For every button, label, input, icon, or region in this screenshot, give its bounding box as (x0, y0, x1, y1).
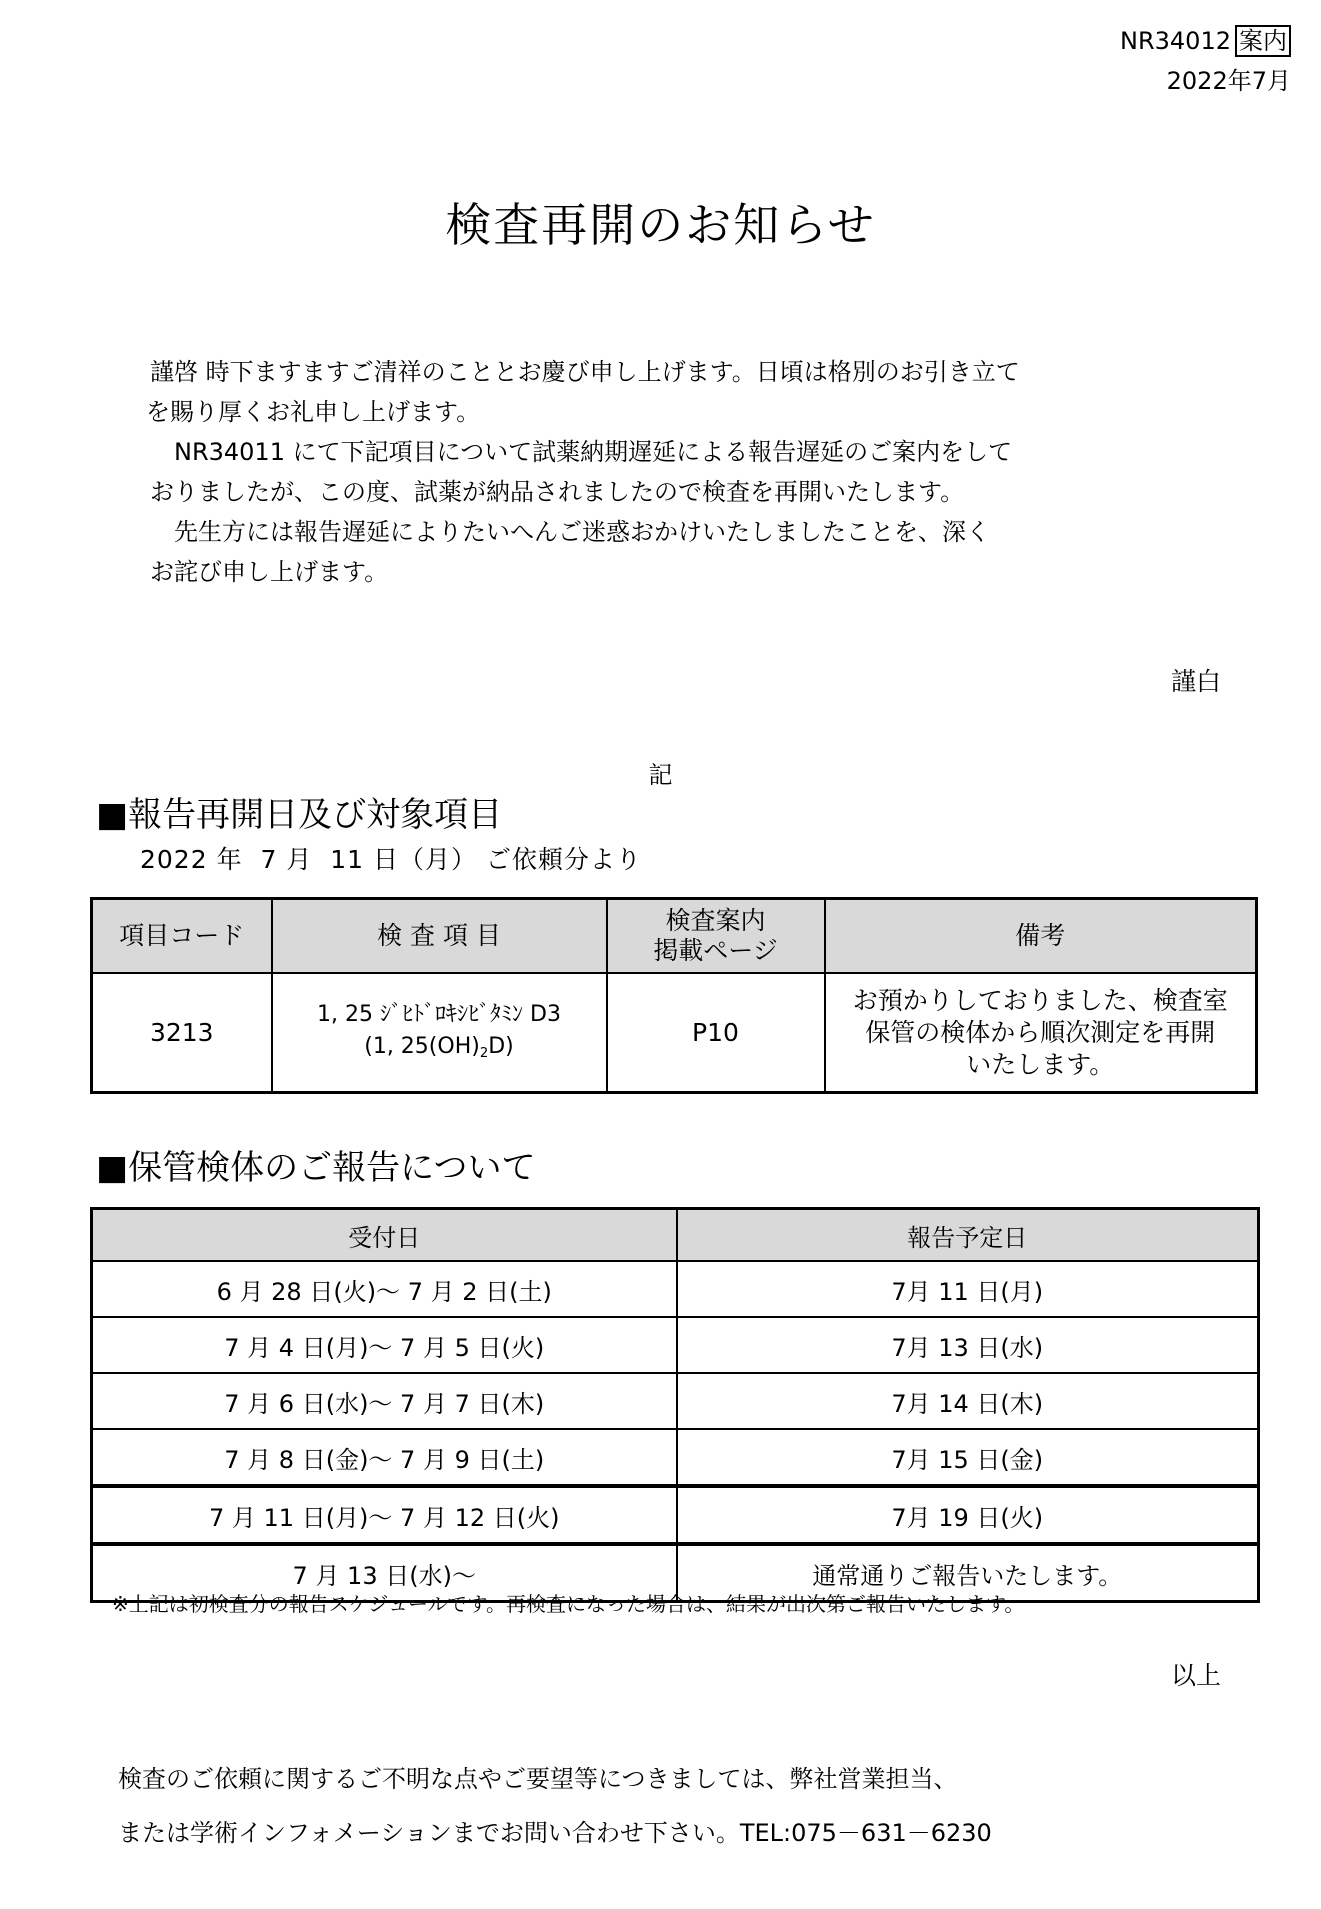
document-number (1120, 24, 1291, 58)
report-date: 7月 19 日(火) (677, 1486, 1259, 1544)
body-line: を賜り厚くお礼申し上げます。 (146, 398, 481, 426)
doc-type-badge: 案内 (1235, 25, 1291, 57)
body-line: お詫び申し上げます。 (150, 558, 389, 586)
received-date: 7 月 13 日(水)～ (92, 1544, 677, 1602)
received-date: 7 月 8 日(金)～ 7 月 9 日(土) (92, 1429, 677, 1486)
ki-label: 記 (648, 761, 673, 789)
body-line: おりましたが、この度、試薬が納品されましたので検査を再開いたします。 (150, 478, 965, 506)
page-title: 検査再開のお知らせ (445, 198, 876, 252)
body-line: 謹啓 時下ますますご清祥のこととお慶び申し上げます。日頃は格別のお引き立て (150, 358, 1020, 386)
report-date: 7月 13 日(水) (677, 1317, 1259, 1373)
section2-heading: ■保管検体のご報告について (96, 1148, 536, 1188)
header-page (607, 899, 825, 974)
item-code: 3213 (92, 973, 272, 1093)
footer-line1: 検査のご依頼に関するご不明な点やご要望等につきましては、弊社営業担当、 (118, 1765, 958, 1793)
report-date: 7月 14 日(木) (677, 1373, 1259, 1429)
table-row (92, 1429, 1259, 1486)
document-date: 2022年7月 (1166, 67, 1291, 95)
closing-salutation: 謹白 (1170, 667, 1221, 696)
table-row (92, 1373, 1259, 1429)
report-date: 通常通りご報告いたします。 (677, 1544, 1259, 1602)
header-item: 検 査 項 目 (272, 899, 607, 974)
item-name-line1: 1, 25 ｼﾞﾋﾄﾞﾛｷｼﾋﾞﾀﾐﾝ D3 (317, 1002, 561, 1027)
report-date: 7月 15 日(金) (677, 1429, 1259, 1486)
remarks-line2: 保管の検体から順次測定を再開 (865, 1017, 1216, 1047)
header-page-line2: 掲載ページ (653, 936, 778, 965)
closing-end: 以上 (1170, 1661, 1221, 1690)
remarks-line3: いたします。 (966, 1049, 1115, 1079)
item-name (272, 973, 607, 1093)
item-abbr-suffix: D) (488, 1034, 514, 1059)
remarks-line1: お預かりしておりました、検査室 (852, 985, 1228, 1015)
item-abbr-prefix: (1, 25(OH) (364, 1034, 480, 1059)
table-row (92, 1486, 1259, 1544)
report-date: 7月 11 日(月) (677, 1261, 1259, 1317)
header-report: 報告予定日 (677, 1209, 1259, 1262)
header-received: 受付日 (92, 1209, 677, 1262)
doc-number-text: NR34012 (1120, 27, 1231, 55)
header-remarks: 備考 (825, 899, 1257, 974)
table-row (92, 1261, 1259, 1317)
received-date: 7 月 11 日(月)～ 7 月 12 日(火) (92, 1486, 677, 1544)
schedule-note: ※上記は初検査分の報告スケジュールです。再検査になった場合は、結果が出次第ご報告いたします。 (112, 1592, 1025, 1616)
item-name-line2 (274, 1031, 605, 1066)
header-code: 項目コード (92, 899, 272, 974)
received-date: 7 月 4 日(月)～ 7 月 5 日(火) (92, 1317, 677, 1373)
footer-line2: または学術インフォメーションまでお問い合わせ下さい。TEL:075－631－6230 (118, 1819, 992, 1847)
received-date: 6 月 28 日(火)～ 7 月 2 日(土) (92, 1261, 677, 1317)
section1-subheading: 2022 年 7 月 11 日（月） ご依頼分より (140, 845, 642, 874)
table-row (92, 973, 1257, 1093)
target-item-table (90, 897, 1258, 1094)
header-page-line1: 検査案内 (665, 906, 766, 935)
table-row (92, 1317, 1259, 1373)
contact-footer (118, 1752, 992, 1860)
report-schedule-table (90, 1207, 1260, 1603)
table-header-row (92, 899, 1257, 974)
body-text (146, 352, 1230, 592)
section1-heading: ■報告再開日及び対象項目 (96, 795, 503, 835)
table-header-row (92, 1209, 1259, 1262)
item-abbr-sub: 2 (479, 1046, 489, 1061)
received-date: 7 月 6 日(水)～ 7 月 7 日(木) (92, 1373, 677, 1429)
item-remarks (825, 973, 1257, 1093)
body-line: 先生方には報告遅延によりたいへんご迷惑おかけいたしましたことを、深く (150, 518, 990, 546)
item-page: P10 (607, 973, 825, 1093)
body-line: NR34011 にて下記項目について試薬納期遅延による報告遅延のご案内をして (150, 438, 1013, 466)
